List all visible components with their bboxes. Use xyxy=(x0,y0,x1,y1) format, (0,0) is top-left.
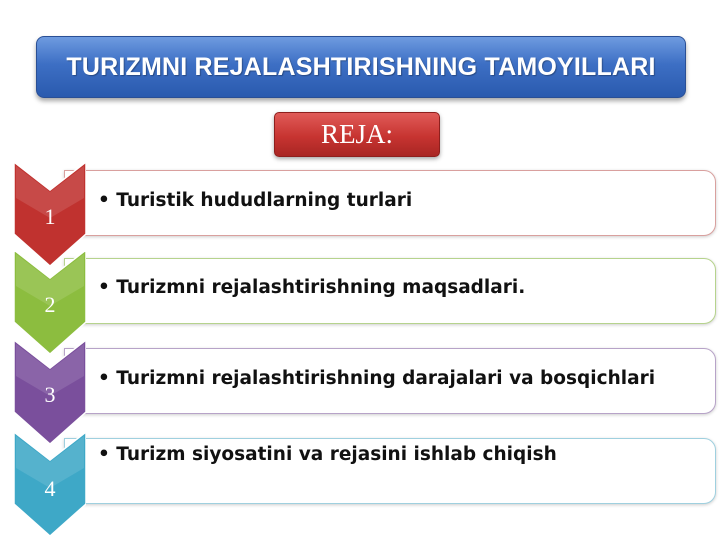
item-number: 4 xyxy=(44,476,56,501)
item-text: • Turizm siyosatini va rejasini ishlab chiqish xyxy=(98,444,557,465)
list-item-2 xyxy=(0,250,720,350)
item-number: 1 xyxy=(44,204,56,229)
item-number: 2 xyxy=(44,292,56,317)
item-text: • Turistik hududlarning turlari xyxy=(98,190,413,211)
slide-title: TURIZMNI REJALASHTIRISHNING TAMOYILLARI xyxy=(66,52,656,81)
list-item-3 xyxy=(0,340,720,440)
item-number: 3 xyxy=(44,382,56,407)
item-text: • Turizmni rejalashtirishning maqsadlari. xyxy=(98,277,526,298)
list-item-1 xyxy=(0,162,720,262)
reja-badge xyxy=(274,112,440,157)
reja-label: REJA: xyxy=(320,119,393,149)
list-item-4 xyxy=(0,432,720,532)
title-banner xyxy=(36,36,686,98)
item-text: • Turizmni rejalashtirishning darajalari va bosqichlari xyxy=(98,368,656,389)
